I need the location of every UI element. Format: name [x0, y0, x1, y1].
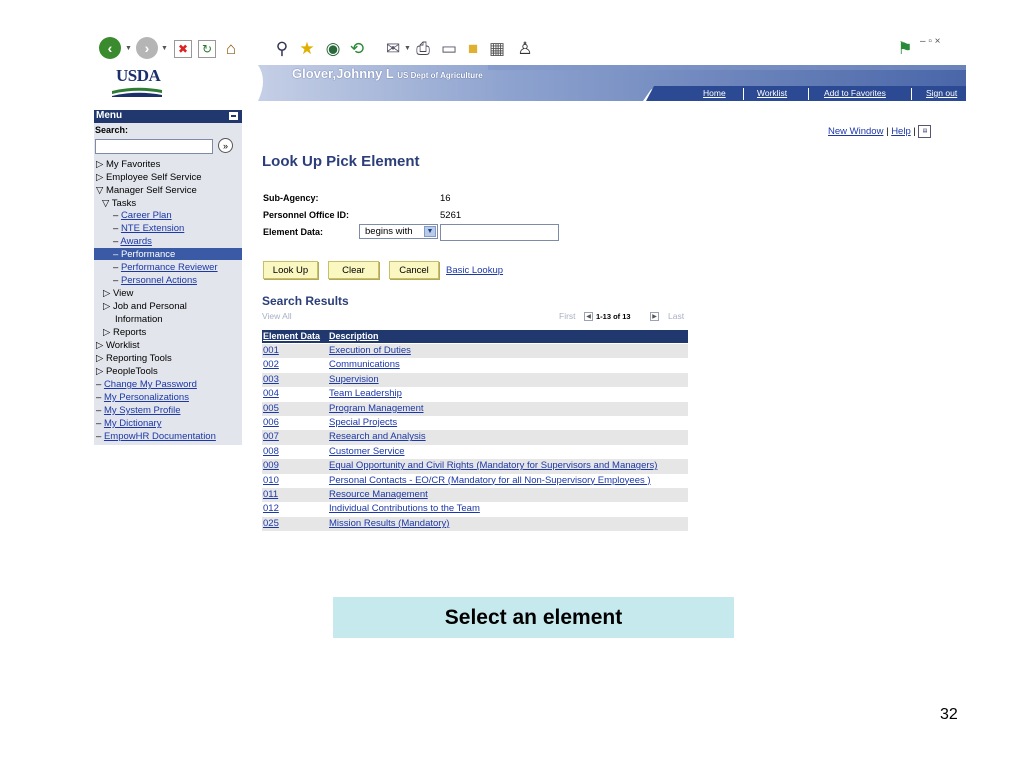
link-separator: |	[886, 126, 889, 138]
element-code-link[interactable]: 009	[263, 460, 279, 472]
element-description-link[interactable]: Execution of Duties	[329, 345, 411, 356]
minimize-icon[interactable]: –	[920, 36, 926, 47]
operator-selected-value: begins with	[365, 226, 413, 237]
menu-item-information[interactable]: Information	[115, 314, 163, 325]
user-name: Glover,Johnny L	[292, 66, 394, 81]
chevron-down-icon[interactable]: ▼	[424, 226, 436, 237]
menu-item-label: My Dictionary	[103, 418, 162, 429]
operator-select[interactable]	[359, 224, 438, 239]
search-icon[interactable]: ⚲	[275, 38, 289, 58]
prev-page-icon[interactable]: ◀	[584, 312, 593, 321]
element-code-link[interactable]: 011	[263, 489, 279, 500]
back-dropdown-icon[interactable]: ▼	[125, 45, 132, 52]
pager-range: 1-13 of 13	[596, 312, 631, 321]
forward-dropdown-icon[interactable]: ▼	[161, 45, 168, 52]
menu-search-input[interactable]	[95, 139, 213, 154]
table-row[interactable]	[262, 416, 688, 430]
worklist-link[interactable]: Worklist	[757, 88, 788, 98]
page-utility-links	[828, 125, 931, 138]
table-row[interactable]	[262, 502, 688, 516]
menu-item-label: View	[112, 288, 134, 299]
menu-item-label: Change My Password	[103, 379, 197, 390]
folder-icon[interactable]: ■	[467, 38, 479, 58]
element-description-link[interactable]: Mission Results (Mandatory)	[329, 517, 450, 529]
table-row[interactable]	[262, 373, 688, 387]
pager-first[interactable]: First	[559, 311, 576, 321]
table-row[interactable]	[262, 445, 688, 459]
menu-item-peopletools[interactable]: ▷ PeopleTools	[96, 366, 158, 377]
menu-item-performance-reviewer[interactable]: – Performance Reviewer	[113, 262, 218, 273]
element-description-link[interactable]: Research and Analysis	[329, 431, 426, 443]
element-code-link[interactable]: 008	[263, 445, 279, 457]
page-title: Look Up Pick Element	[262, 153, 420, 170]
element-code-link[interactable]: 025	[263, 517, 279, 529]
forward-icon[interactable]: ›	[136, 37, 158, 59]
home-icon[interactable]: ⌂	[225, 38, 237, 58]
mail-icon[interactable]: ✉	[385, 38, 401, 58]
menu-item-label: EmpowHR Documentation	[103, 431, 216, 442]
sign-out-link[interactable]: Sign out	[926, 88, 958, 98]
menu-minimize-icon[interactable]	[229, 112, 238, 120]
menu-item-label: My Personalizations	[103, 392, 189, 403]
menu-item-personnel-actions[interactable]: – Personnel Actions	[113, 275, 197, 286]
element-description-link[interactable]: Special Projects	[329, 417, 398, 428]
menu-item-tasks[interactable]: ▽ Tasks	[102, 198, 137, 209]
column-header-element-data[interactable]: Element Data	[263, 331, 321, 341]
mail-dropdown-icon[interactable]: ▼	[404, 45, 411, 52]
new-window-link[interactable]: New Window	[828, 126, 884, 138]
menu-item-my-personalizations[interactable]: – My Personalizations	[96, 392, 189, 403]
table-row[interactable]	[262, 344, 688, 358]
browser-toolbar	[94, 32, 966, 64]
element-description-link[interactable]: Equal Opportunity and Civil Rights (Mandatory for Supervisors and Managers)	[329, 460, 658, 472]
look-up-button[interactable]: Look Up	[263, 261, 318, 279]
menu-item-career-plan[interactable]: – Career Plan	[113, 210, 172, 221]
menu-item-empowhr-documentation[interactable]: – EmpowHR Documentation	[96, 431, 216, 442]
menu-item-reporting-tools[interactable]: ▷ Reporting Tools	[96, 353, 172, 364]
menu-title: Menu	[96, 110, 123, 121]
menu-item-view[interactable]: ▷ View	[103, 288, 134, 299]
print-icon[interactable]: ⎙	[416, 38, 430, 58]
personnel-office-value: 5261	[440, 210, 462, 221]
header-divider	[911, 88, 912, 100]
add-to-favorites-link[interactable]: Add to Favorites	[824, 88, 886, 98]
slide-caption: Select an element	[333, 597, 734, 638]
menu-header	[94, 110, 242, 123]
menu-search-label: Search:	[95, 125, 129, 135]
menu-search-go-icon[interactable]: »	[218, 138, 233, 153]
element-description-link[interactable]: Program Management	[329, 402, 424, 414]
home-link[interactable]: Home	[703, 88, 726, 98]
menu-item-performance[interactable]: – Performance	[113, 249, 176, 260]
menu-item-label: Reports	[112, 327, 147, 338]
menu-item-label: NTE Extension	[120, 223, 185, 234]
menu-item-label: Personnel Actions	[120, 275, 197, 286]
header-user	[292, 66, 483, 81]
element-code-link[interactable]: 004	[263, 388, 279, 400]
menu-item-label: Worklist	[105, 340, 140, 351]
element-data-label: Element Data:	[263, 227, 324, 237]
view-all-link[interactable]: View All	[262, 311, 292, 321]
element-data-input[interactable]	[440, 224, 559, 241]
slide-number: 32	[940, 706, 958, 723]
link-separator: |	[913, 126, 916, 138]
element-description-link[interactable]: Individual Contributions to the Team	[329, 503, 480, 515]
pager-last[interactable]: Last	[668, 311, 685, 321]
menu-item-label: My System Profile	[103, 405, 181, 416]
menu-item-employee-self-service[interactable]: ▷ Employee Self Service	[96, 172, 202, 183]
element-code-link[interactable]: 003	[263, 373, 279, 385]
menu-item-my-favorites[interactable]: ▷ My Favorites	[96, 159, 161, 170]
search-results-title: Search Results	[262, 294, 349, 308]
left-menu	[94, 110, 242, 445]
http-icon[interactable]: ▤	[918, 125, 931, 138]
menu-item-job-and-personal[interactable]: ▷ Job and Personal	[103, 301, 187, 312]
restore-icon[interactable]: ▫	[928, 36, 932, 47]
usda-logo-text: USDA	[116, 66, 161, 85]
menu-item-label: Career Plan	[120, 210, 172, 221]
element-code-link[interactable]: 012	[263, 503, 279, 515]
element-description-link[interactable]: Personal Contacts - EO/CR (Mandatory for all Non-Supervisory Employees )	[329, 474, 651, 486]
menu-item-my-dictionary[interactable]: – My Dictionary	[96, 418, 162, 429]
menu-item-label: Employee Self Service	[105, 172, 202, 183]
column-header-description[interactable]: Description	[329, 331, 379, 341]
cancel-button[interactable]: Cancel	[389, 261, 439, 279]
menu-item-label: Tasks	[111, 198, 137, 209]
clear-button[interactable]: Clear	[328, 261, 379, 279]
windows-flag-icon: ⚑	[897, 38, 913, 58]
element-code-link[interactable]: 007	[263, 431, 279, 443]
menu-item-nte-extension[interactable]: – NTE Extension	[113, 223, 185, 234]
menu-item-label: Performance Reviewer	[120, 262, 218, 273]
favorites-star-icon[interactable]: ★	[299, 38, 315, 58]
menu-item-label: Reporting Tools	[105, 353, 172, 364]
stop-icon[interactable]: ✖	[174, 40, 192, 58]
table-row[interactable]	[262, 459, 688, 473]
media-icon[interactable]: ◉	[325, 38, 341, 58]
table-row[interactable]	[262, 430, 688, 444]
sub-agency-value: 16	[440, 193, 451, 204]
header-divider	[743, 88, 744, 100]
table-row[interactable]	[262, 402, 688, 416]
menu-item-label: Job and Personal	[112, 301, 187, 312]
window-controls[interactable]	[920, 36, 941, 47]
element-code-link[interactable]: 006	[263, 417, 279, 428]
help-link[interactable]: Help	[891, 126, 911, 138]
menu-item-awards[interactable]: – Awards	[113, 236, 152, 247]
element-code-link[interactable]: 010	[263, 474, 279, 486]
sub-agency-label: Sub-Agency:	[263, 193, 319, 203]
menu-item-my-system-profile[interactable]: – My System Profile	[96, 405, 181, 416]
element-description-link[interactable]: Resource Management	[329, 489, 428, 500]
user-org: US Dept of Agriculture	[397, 71, 483, 80]
menu-item-manager-self-service[interactable]: ▽ Manager Self Service	[96, 185, 197, 196]
usda-logo[interactable]	[102, 65, 164, 101]
next-page-icon[interactable]: ▶	[650, 312, 659, 321]
element-description-link[interactable]: Communications	[329, 359, 400, 371]
menu-item-label: Manager Self Service	[105, 185, 197, 196]
history-icon[interactable]: ⟲	[349, 38, 365, 58]
element-description-link[interactable]: Team Leadership	[329, 388, 402, 400]
header-divider	[808, 88, 809, 100]
menu-item-reports[interactable]: ▷ Reports	[103, 327, 147, 338]
usda-logo-stripes	[112, 87, 162, 97]
element-description-link[interactable]: Supervision	[329, 373, 379, 385]
element-code-link[interactable]: 002	[263, 359, 279, 371]
header-links	[690, 88, 966, 100]
basic-lookup-link[interactable]: Basic Lookup	[446, 265, 504, 276]
table-row[interactable]	[262, 474, 688, 488]
personnel-office-label: Personnel Office ID:	[263, 210, 350, 220]
table-row[interactable]	[262, 488, 688, 502]
close-icon[interactable]: ×	[934, 36, 941, 47]
table-row[interactable]	[262, 387, 688, 401]
menu-body	[94, 123, 242, 445]
menu-item-change-password[interactable]: – Change My Password	[96, 379, 197, 390]
refresh-icon[interactable]: ↻	[198, 40, 216, 58]
element-code-link[interactable]: 005	[263, 402, 279, 414]
menu-item-label: PeopleTools	[105, 366, 158, 377]
element-code-link[interactable]: 001	[263, 345, 279, 356]
menu-item-worklist[interactable]: ▷ Worklist	[96, 340, 140, 351]
messenger-icon[interactable]: ♙	[517, 38, 533, 58]
element-description-link[interactable]: Customer Service	[329, 445, 405, 457]
table-row[interactable]	[262, 358, 688, 372]
menu-item-label: My Favorites	[105, 159, 161, 170]
back-icon[interactable]: ‹	[99, 37, 121, 59]
research-icon[interactable]: ▦	[488, 38, 506, 58]
results-table-header	[262, 330, 688, 343]
menu-item-label: Awards	[120, 236, 152, 247]
menu-item-label: Performance	[120, 249, 176, 260]
edit-icon[interactable]: ▭	[440, 38, 458, 58]
table-row[interactable]	[262, 517, 688, 531]
